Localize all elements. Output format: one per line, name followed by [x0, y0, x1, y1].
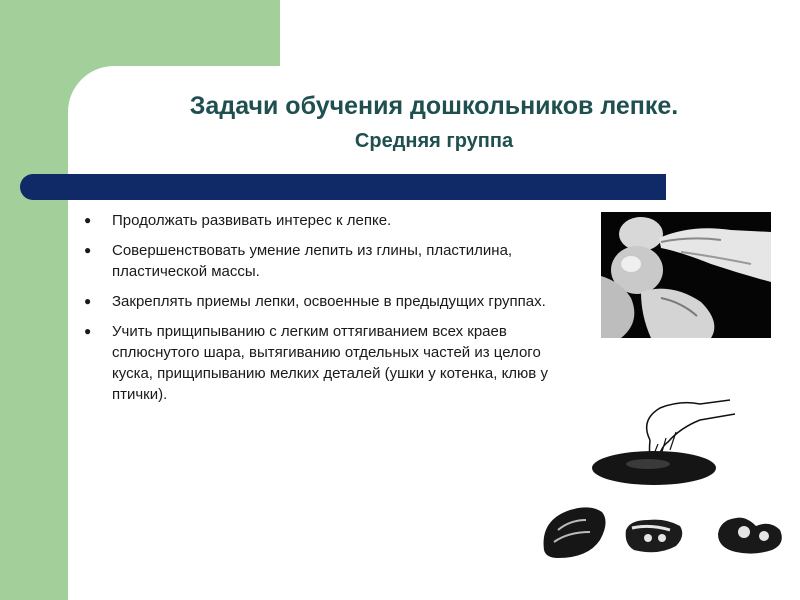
- title-line-1: Задачи обучения дошкольников лепке.: [189, 92, 679, 120]
- slide-title: [68, 90, 800, 156]
- bullet-item: [80, 291, 550, 312]
- bullet-item: [80, 240, 550, 282]
- bullet-text: Совершенствовать умение лепить из глины, пластилина, пластической массы.: [112, 242, 513, 280]
- hands-rolling-clay-photo: [601, 212, 771, 338]
- bullet-item: [80, 321, 550, 405]
- hand-pinching-clay-with-sculpted-figures: [530, 380, 800, 580]
- bullet-icon: ●: [84, 324, 92, 338]
- title-line-2: Средняя группа: [354, 130, 514, 152]
- bullet-list: [80, 210, 550, 414]
- bullet-text: Продолжать развивать интерес к лепке.: [112, 212, 392, 229]
- bullet-icon: ●: [84, 213, 92, 227]
- bullet-text: Учить прищипыванию с легким оттягиванием всех краев сплюснутого шара, вытягиванию отдельных частей из целого куска, прищипыванию мелких деталей (ушки у котенка, клюв у птички).: [112, 323, 548, 403]
- bullet-item: [80, 210, 550, 231]
- background-green-strip: [0, 0, 68, 600]
- clay-figures-graphic: [530, 380, 800, 580]
- bullet-icon: ●: [84, 294, 92, 308]
- bullet-icon: ●: [84, 243, 92, 257]
- title-divider-bar: [20, 174, 666, 200]
- bullet-text: Закреплять приемы лепки, освоенные в предыдущих группах.: [112, 293, 546, 310]
- hands-photo-graphic: [601, 212, 771, 338]
